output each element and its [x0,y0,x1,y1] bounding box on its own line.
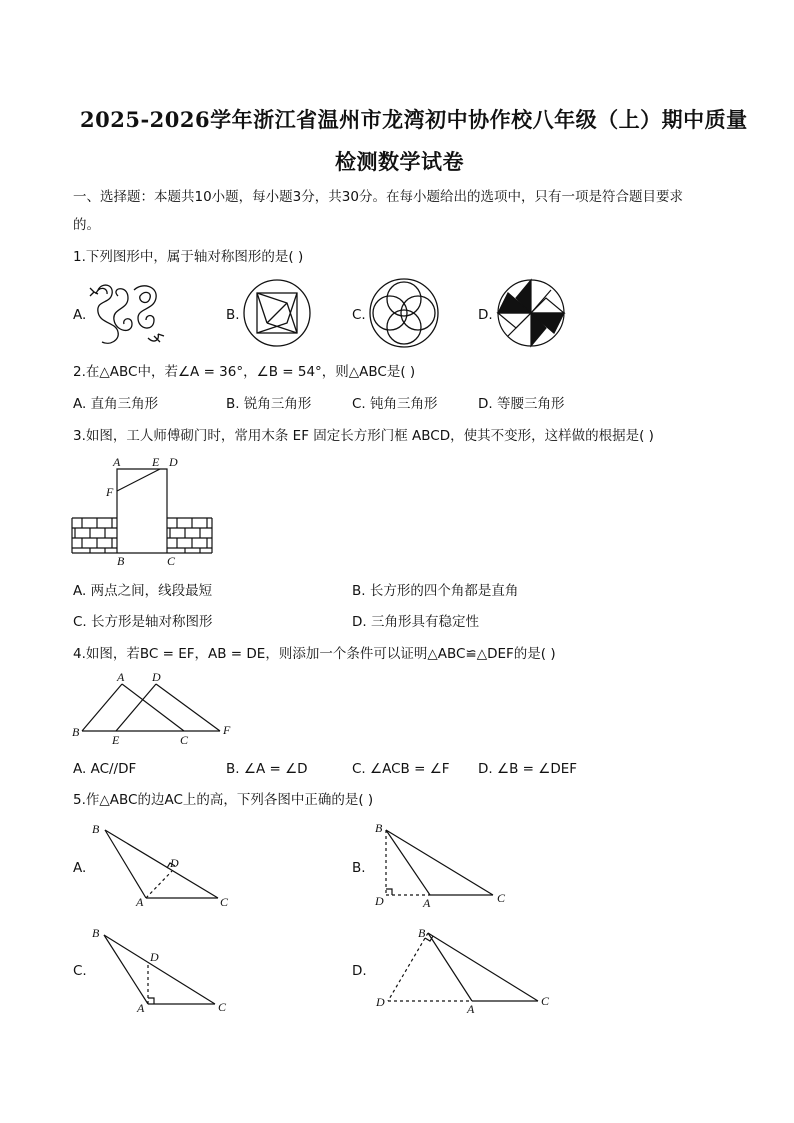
q4-figure-triangles [72,670,242,745]
q2-option-c: C. 钝角三角形 [352,396,438,412]
q5a-label-c: C [220,895,229,909]
q1-figure-c-four-circles [368,277,440,349]
q2-option-d: D. 等腰三角形 [478,396,565,412]
q5b-label-c: C [497,891,506,905]
q5d-label-c: C [541,994,550,1008]
q3-label-e: E [152,455,160,469]
q3-option-a: A. 两点之间，线段最短 [73,583,213,599]
q5d-label-a: A [467,1002,475,1016]
q4-label-a: A [117,670,125,684]
q5-stem: 5.作△ABC的边AC上的高，下列各图中正确的是( ) [73,792,374,808]
q3-stem: 3.如图，工人师傅砌门时，常用木条 EF 固定长方形门框 ABCD，使其不变形，这样做的根据是( ) [73,428,654,444]
q5a-label-d: D [170,856,179,870]
q1-label-d: D. [478,307,493,323]
q4-label-b: B [72,725,80,739]
q3-option-c: C. 长方形是轴对称图形 [73,614,213,630]
q1-label-b: B. [226,307,240,323]
q5c-label-a: A [137,1001,145,1015]
q4-option-a: A. AC//DF [73,761,137,777]
q3-figure-door [72,455,212,570]
q5-figure-c [90,925,240,1015]
q4-option-b: B. ∠A = ∠D [226,761,308,777]
q4-option-c: C. ∠ACB = ∠F [352,761,450,777]
q5d-label-d: D [376,995,385,1009]
q5c-label-d: D [150,950,159,964]
q3-label-a: A [113,455,121,469]
section-header: 一、选择题：本题共10小题，每小题3分，共30分。在每小题给出的选项中，只有一项是符合题目要求 [73,189,683,205]
q3-label-b: B [117,554,125,568]
q4-stem: 4.如图，若BC = EF，AB = DE，则添加一个条件可以证明△ABC≌△DEF的是( ) [73,646,556,662]
q5b-label-a: A [423,896,431,910]
q5-figure-a [90,820,240,910]
q5b-label-b: B [375,821,383,835]
q5-label-b: B. [352,860,366,876]
q5-figure-d [372,925,552,1015]
q3-label-c: C [167,554,176,568]
q4-label-e: E [112,733,120,747]
exam-title-line2: 检测数学试卷 [335,149,464,174]
q5a-label-b: B [92,822,100,836]
q5d-label-b: B [418,926,426,940]
q5-label-c: C. [73,963,87,979]
q5c-label-b: B [92,926,100,940]
q5-label-d: D. [352,963,367,979]
q1-label-c: C. [352,307,366,323]
q5c-label-c: C [218,1000,227,1014]
q1-stem: 1.下列图形中，属于轴对称图形的是( ) [73,249,304,265]
q1-figure-d-pinwheel [496,278,566,348]
q1-figure-b-circle-square [242,278,312,348]
q5-label-a: A. [73,860,87,876]
q2-stem: 2.在△ABC中，若∠A = 36°，∠B = 54°，则△ABC是( ) [73,364,416,380]
q4-label-d: D [152,670,161,684]
q2-option-a: A. 直角三角形 [73,396,159,412]
q5b-label-d: D [375,894,384,908]
q4-label-f: F [223,723,231,737]
q3-label-f: F [106,485,114,499]
q4-option-d: D. ∠B = ∠DEF [478,761,578,777]
q3-label-d: D [169,455,178,469]
q1-label-a: A. [73,307,87,323]
q5a-label-a: A [136,895,144,909]
section-header-cont: 的。 [73,217,100,233]
q1-figure-a-swirl [88,280,168,350]
exam-title-line1: 2025-2026学年浙江省温州市龙湾初中协作校八年级（上）期中质量 [80,107,748,132]
q4-label-c: C [180,733,189,747]
q3-option-b: B. 长方形的四个角都是直角 [352,583,519,599]
q5-figure-b [372,820,522,910]
q3-option-d: D. 三角形具有稳定性 [352,614,479,630]
q2-option-b: B. 锐角三角形 [226,396,312,412]
